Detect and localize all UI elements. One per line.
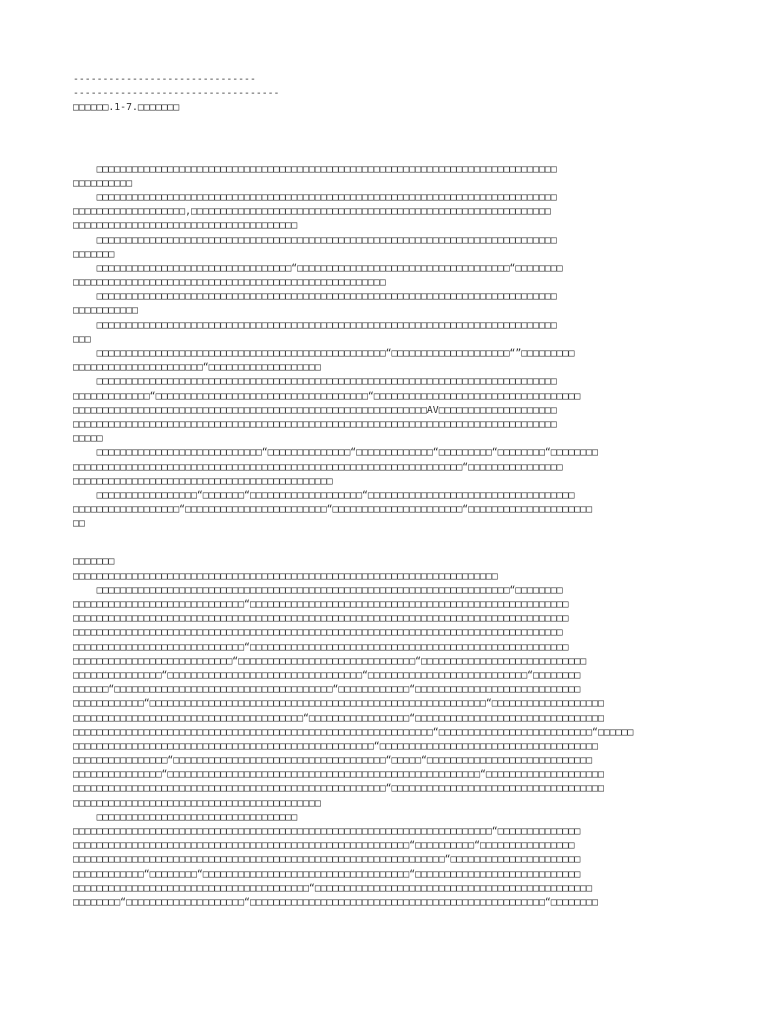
text-line: □□□□□□□□□□□ (73, 305, 138, 317)
text-line: □□□□□□□□□□□□□□□□□“□□□□□□□“□□□□□□□□□□□□□□□□□□□“□□□□□□□□□□□□□□□□□□□□□□□□□□□□□□□□□□□ (73, 489, 575, 501)
text-line: □□□□□□□□□□□□□□□□□□□□□□□□□□□□□□□□□□□□□□□□□□□□□□□□□□□□□□□□□□□□□□□□□□□□□□□□□□□□□□ (73, 163, 557, 175)
header-rule-1: ------------------------------- (73, 74, 256, 85)
body-section-2 (73, 570, 713, 911)
text-line: □□□□□□□□□□□□□□□□□□□□□□□□□□□□□“□□□□□□□□□□□□□□□□□□□□□□□□□□□□□□□□□□□□□□□□□□□□□□□□□□□□□□ (73, 641, 569, 653)
text-line: □□□□□□□□□□□□□□□“□□□□□□□□□□□□□□□□□□□□□□□□□□□□□□□□□□□□□□□□□□□□□□□□□□□□□“□□□□□□□□□□□□□□□□□□□□ (73, 769, 604, 781)
text-line: □□□□□□□□□□□□□□□□□□□□□□□□□□□“□□□□□□□□□□□□□□□□□□□□□□□□□□□□□□“□□□□□□□□□□□□□□□□□□□□□□□□□□□□ (73, 655, 587, 667)
text-line: □□□□□□□□“□□□□□□□□□□□□□□□□□□□□“□□□□□□□□□□□□□□□□□□□□□□□□□□□□□□□□□□□□□□□□□□□□□□□□□□“□□□□□□□□ (73, 896, 598, 908)
text-line: □□□□□□□□□□□□□□□□□□□□□□□□□□□□□□□□□□□□□□□□□□□□□□□□□□□□□□□□□□□□□□□□□□□□□□□□□□□□□□□□□□□ (73, 627, 563, 639)
text-line: □□□□□□□□□□□□□□□□□□□□□□□□□□□□□□□□□□□□□□□□□□□□□□□□□□□□□□□□□□□□□□□□□□□□□□□□□□□□□□ (73, 291, 557, 303)
text-line: □□□□□□□ (73, 248, 115, 260)
text-line: □□□□□□□□□□□□□□□□□□□□□□□□□□□□□□□□□□□□□□□□□□□□□□□□□□□□□□□□□□□□□“□□□□□□□□□□□□□□□□□□□□□□□□□□“□□□□□□ (73, 726, 634, 738)
text-line: □□□□□□□□□□□□□□□□□□□□□□□□□□□□□□□□□□□□□□□“□□□□□□□□□□□□□□□□□“□□□□□□□□□□□□□□□□□□□□□□□□□□□□□□□□ (73, 712, 604, 724)
text-line: □□□□□□□□□□□□□□□□□□□□□□□□□□□□□□□□□□□□□□□□□□□□□□□□□□□□□□□□□□□□□□□□□□□□□□□“□□□□□□□□□□□□□□ (73, 826, 581, 837)
text-line: □□□□□□□□□□□□□□□□□□□□□□□□□□□□□□□□□“□□□□□□□□□□□□□□□□□□□□□□□□□□□□□□□□□□□□“□□□□□□□□ (73, 262, 563, 274)
text-line: □□□□□□□□□□□□□□□□□□□□□□□□□□□□□□□□□□□□□□□□□□□□□□□□□□□□□□□□□□□□□□□□□□□□□□□□□□□□□□□□□□□□ (73, 613, 569, 625)
text-line: □□□□□□□□□□□□□“□□□□□□□□□□□□□□□□□□□□□□□□□□□□□□□□□□□□“□□□□□□□□□□□□□□□□□□□□□□□□□□□□□□□□□□□ (73, 390, 581, 402)
header-rule-2: ----------------------------------- (73, 88, 280, 100)
text-line: □□□□□□□□□□□□□□□□□□□□□□□□□□□□□□□□□□□□□□□□□□□□□□□□□□□□□□□□□□□□□□□“□□□□□□□□□□□□□□□□□□□□□□ (73, 854, 581, 866)
text-line: □□ (73, 518, 85, 530)
text-line: □□□□□□□□□□□□“□□□□□□□□□□□□□□□□□□□□□□□□□□□□□□□□□□□□□□□□□□□□□□□□□□□□□□□□□“□□□□□□□□□□□□□□□□□□□ (73, 698, 604, 710)
text-line: □□□□□□□□□□□□□□□□□□□□□□□□□□□□□□□□□□□□□□□□□□□□□□□□□□□□□□□□□“□□□□□□□□□□“□□□□□□□□□□□□□□□□ (73, 840, 575, 852)
text-line: □□□□□□□□□□□□□□□“□□□□□□□□□□□□□□□□□□□□□□□□□□□□□□□□□“□□□□□□□□□□□□□□□□□□□□□□□□□□□“□□□□□□□□ (73, 669, 581, 681)
text-line: □□□□□□□□□□□□□□□□□□□□□□□□□□□□□□□□□□□□□□□□□□□□□□□□□“□□□□□□□□□□□□□□□□□□□□“”□□□□□□□□□ (73, 348, 575, 359)
document-page (73, 73, 713, 910)
text-line: □□□□□□□□□□□□□□□□“□□□□□□□□□□□□□□□□□□□□□□□□□□□□□□□□□□□□“□□□□□“□□□□□□□□□□□□□□□□□□□□□□□□□□□□ (73, 755, 593, 767)
text-line: □□□□□□□□□□□□□□□□□□□□□□“□□□□□□□□□□□□□□□□□□□ (73, 362, 321, 374)
text-line: □□□□□□□□□□□□□□□□□□□□□□□□□□□□□□□□□□□□□□□□□□□□□□□□□□□□□“□□□□□□□□□□□□□□□□□□□□□□□□□□□□□□□□□□□□ (73, 783, 604, 795)
text-line: □□□□□□□□□□□□□□□□□□□□□□□□□□□□□“□□□□□□□□□□□□□□□□□□□□□□□□□□□□□□□□□□□□□□□□□□□□□□□□□□□□□□ (73, 599, 569, 610)
text-line: □□□□□□□□□□□□□□□□□□□□□□□□□□□□□□□□□□□□□□□□□□□□□□□□□□□□□□□□□□□□□□□□□□□□□□□□□□□□□□ (73, 376, 557, 388)
text-line: □□□□□□□□□□□□□□□□□□□,□□□□□□□□□□□□□□□□□□□□□□□□□□□□□□□□□□□□□□□□□□□□□□□□□□□□□□□□□□□□□ (73, 206, 551, 218)
text-line: □□□□□ (73, 433, 103, 445)
text-line: □□□□□□□□□□□□□□□□□□□□□□□□□□□□□□□□□□□□□□□□□□□□□□□□□□□“□□□□□□□□□□□□□□□□□□□□□□□□□□□□□□□□□□□□□ (73, 740, 598, 752)
text-line: □□□□□□□□□□ (73, 177, 132, 189)
text-line: □□□□□□□□□□□□□□□□□□□□□□□□□□□□□□□□□□□□□□□□□□ (73, 797, 321, 809)
text-line: □□□□□□□□□□□□□□□□□□□□□□□□□□□□“□□□□□□□□□□□□□□“□□□□□□□□□□□□□“□□□□□□□□□“□□□□□□□□“□□□□□□□□ (73, 447, 598, 459)
text-line: □□□□□□□□□□□□□□□□□□□□□□□□□□□□□□□□□□□□□□□□□□□□□□□□□□□□□ (73, 277, 386, 289)
text-line: □□□□□□□□□□□□□□□□□□□□□□□□□□□□□□□□□□ (73, 811, 298, 823)
document-subtitle: □□□□□□.1-7.□□□□□□□ (73, 102, 180, 114)
text-line: □□□ (73, 333, 91, 345)
text-line: □□□□□□“□□□□□□□□□□□□□□□□□□□□□□□□□□□□□□□□□□□□□“□□□□□□□□□□□□“□□□□□□□□□□□□□□□□□□□□□□□□□□□□ (73, 684, 581, 696)
text-line: □□□□□□□□□□□□□□□□□□□□□□□□□□□□□□□□□□□□□□□□“□□□□□□□□□□□□□□□□□□□□□□□□□□□□□□□□□□□□□□□□□□□□□□□ (73, 882, 593, 894)
section-2-heading: □□□□□□□ (73, 556, 115, 568)
text-line: □□□□□□□□□□□□□□□□□□□□□□□□□□□□□□□□□□□□□□□□□□□□□□□□□□□□□□□□□□□□□□□□□□□□□□□□□□□□□□ (73, 319, 557, 331)
text-line: □□□□□□□□□□□□□□□□□□□□□□□□□□□□□□□□□□□□□□□□□□□□□□□□□□□□□□□□□□□□□□□□□□□□□□“□□□□□□□□ (73, 584, 563, 596)
text-line: □□□□□□□□□□□□“□□□□□□□□“□□□□□□□□□□□□□□□□□□□□□□□□□□□□□□□□□□□“□□□□□□□□□□□□□□□□□□□□□□□□□□□□ (73, 868, 581, 880)
text-line: □□□□□□□□□□□□□□□□□□“□□□□□□□□□□□□□□□□□□□□□□□□“□□□□□□□□□□□□□□□□□□□□□□“□□□□□□□□□□□□□□□□□□□□□ (73, 504, 593, 516)
text-line: □□□□□□□□□□□□□□□□□□□□□□□□□□□□□□□□□□□□□□□□□□□□□□□□□□□□□□□□□□□□□□□□□□□□□□□□□□□□□□ (73, 191, 557, 203)
body-section-1 (73, 163, 713, 532)
text-line: □□□□□□□□□□□□□□□□□□□□□□□□□□□□□□□□□□□□□□□□□□□□□□□□□□□□□□□□□□□□□□□□□□“□□□□□□□□□□□□□□□□ (73, 461, 563, 473)
text-line: □□□□□□□□□□□□□□□□□□□□□□□□□□□□□□□□□□□□□□□□□□□□□□□□□□□□□□□□□□□□□□□□□□□□□□□□ (73, 570, 498, 582)
text-line: □□□□□□□□□□□□□□□□□□□□□□□□□□□□□□□□□□□□□□□□□□□□□□□□□□□□□□□□□□□□AV□□□□□□□□□□□□□□□□□□□□ (73, 404, 557, 416)
text-line: □□□□□□□□□□□□□□□□□□□□□□□□□□□□□□□□□□□□□□□□□□□□ (73, 475, 333, 487)
text-line: □□□□□□□□□□□□□□□□□□□□□□□□□□□□□□□□□□□□□□□□□□□□□□□□□□□□□□□□□□□□□□□□□□□□□□□□□□□□□□ (73, 234, 557, 246)
text-line: □□□□□□□□□□□□□□□□□□□□□□□□□□□□□□□□□□□□□□□□□□□□□□□□□□□□□□□□□□□□□□□□□□□□□□□□□□□□□□□□□□ (73, 418, 557, 430)
text-line: □□□□□□□□□□□□□□□□□□□□□□□□□□□□□□□□□□□□□□ (73, 220, 298, 232)
